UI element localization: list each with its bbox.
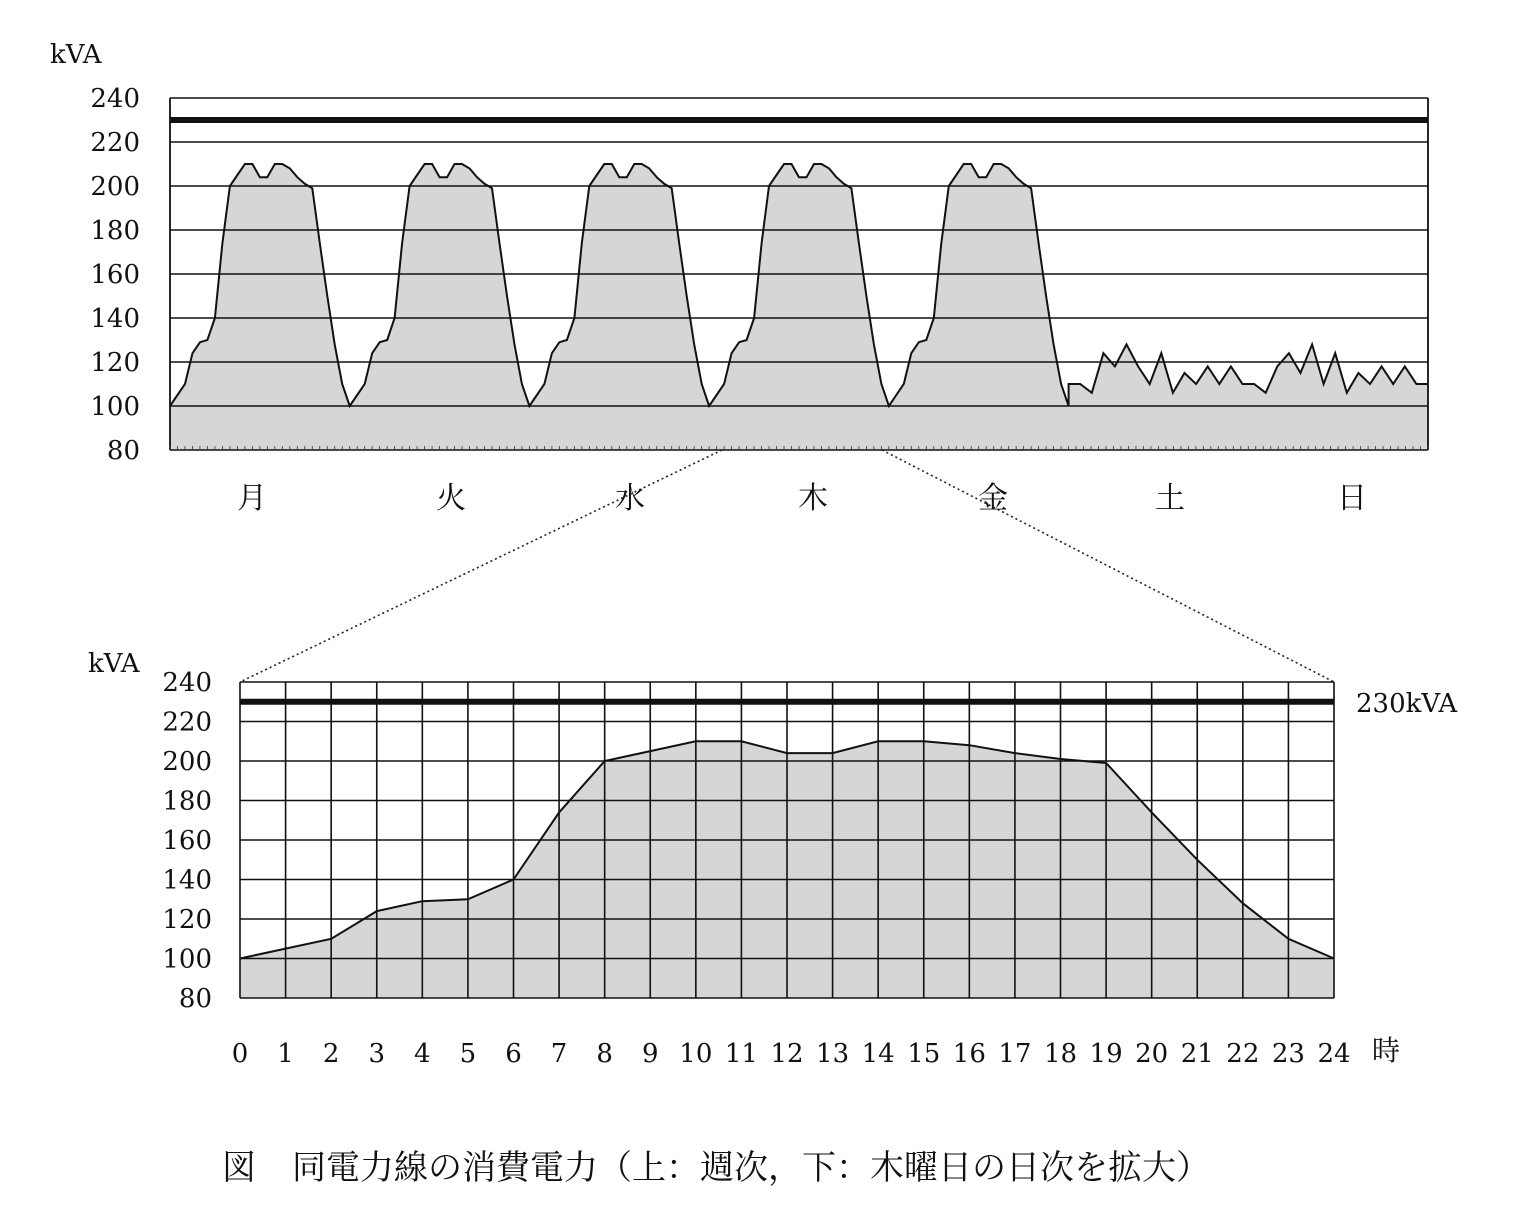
daily-x-tick-label: 7 [550, 1039, 568, 1069]
weekly-y-tick-label: 80 [106, 436, 140, 466]
daily-y-tick-label: 80 [178, 984, 212, 1014]
weekly-y-tick-label: 140 [90, 304, 140, 334]
weekly-day-label: 水 [615, 481, 645, 516]
daily-x-tick-label: 6 [505, 1039, 522, 1069]
zoom-connector-left [240, 450, 722, 682]
weekly-y-tick-label: 220 [90, 128, 140, 158]
weekly-y-axis-label: kVA [50, 40, 102, 70]
weekly-y-tick-label: 200 [90, 172, 140, 202]
weekly-y-tick-label: 240 [90, 84, 140, 114]
daily-x-tick-label: 24 [1317, 1039, 1351, 1069]
weekly-y-ticks [90, 84, 140, 466]
daily-x-tick-label: 17 [998, 1039, 1032, 1069]
weekly-day-label: 火 [436, 481, 466, 516]
limit-label: 230kVA [1356, 689, 1458, 719]
daily-y-ticks [162, 668, 212, 1014]
daily-x-tick-label: 4 [414, 1039, 431, 1069]
daily-chart [88, 649, 1458, 1069]
daily-y-tick-label: 160 [162, 826, 212, 856]
daily-x-tick-label: 2 [322, 1039, 340, 1069]
daily-y-tick-label: 240 [162, 668, 212, 698]
weekly-y-tick-label: 120 [90, 348, 140, 378]
daily-y-tick-label: 180 [162, 786, 212, 817]
caption-text: 同電力線の消費電力（上：週次，下：木曜日の日次を拡大） [292, 1148, 1210, 1188]
daily-x-tick-label: 12 [770, 1039, 804, 1069]
daily-x-tick-label: 22 [1226, 1039, 1260, 1069]
daily-x-tick-label: 8 [596, 1039, 613, 1069]
weekly-day-label: 土 [1155, 481, 1185, 516]
daily-x-tick-label: 1 [277, 1039, 294, 1069]
daily-x-tick-label: 14 [861, 1039, 895, 1069]
weekly-chart [50, 40, 1428, 516]
daily-x-ticks [232, 1039, 1351, 1069]
daily-x-tick-label: 23 [1271, 1039, 1305, 1069]
weekly-day-labels [237, 481, 1367, 516]
figure-caption [222, 1140, 1422, 1189]
weekly-load-area [170, 164, 1428, 450]
daily-y-tick-label: 200 [162, 747, 212, 777]
daily-y-tick-label: 140 [162, 865, 212, 896]
daily-x-tick-label: 21 [1180, 1039, 1214, 1069]
weekly-day-label: 月 [237, 481, 267, 516]
daily-y-tick-label: 100 [162, 944, 212, 975]
weekly-y-tick-label: 180 [90, 216, 140, 246]
daily-x-axis-label: 時 [1372, 1034, 1401, 1067]
weekly-day-label: 日 [1337, 481, 1367, 516]
weekly-area-layer [170, 164, 1428, 450]
daily-x-tick-label: 20 [1135, 1039, 1169, 1069]
zoom-connector-right [882, 450, 1334, 682]
daily-x-tick-label: 16 [952, 1039, 986, 1069]
daily-y-tick-label: 120 [162, 905, 212, 935]
weekly-day-label: 金 [978, 481, 1008, 516]
daily-x-tick-label: 10 [679, 1039, 713, 1069]
daily-x-tick-label: 18 [1043, 1039, 1078, 1069]
daily-x-tick-label: 13 [816, 1039, 850, 1069]
figure-label: 図 [222, 1148, 256, 1188]
daily-x-tick-label: 5 [459, 1039, 477, 1069]
daily-y-axis-label: kVA [88, 649, 140, 679]
daily-x-tick-label: 15 [907, 1039, 941, 1069]
weekly-day-label: 木 [798, 481, 828, 516]
weekly-y-tick-label: 160 [90, 260, 140, 290]
weekly-y-tick-label: 100 [90, 392, 140, 422]
daily-x-tick-label: 11 [724, 1039, 758, 1069]
daily-x-tick-label: 19 [1089, 1039, 1123, 1069]
daily-x-tick-label: 0 [231, 1039, 249, 1069]
daily-x-tick-label: 3 [368, 1039, 386, 1069]
daily-y-tick-label: 220 [162, 707, 212, 738]
daily-x-tick-label: 9 [641, 1039, 659, 1069]
